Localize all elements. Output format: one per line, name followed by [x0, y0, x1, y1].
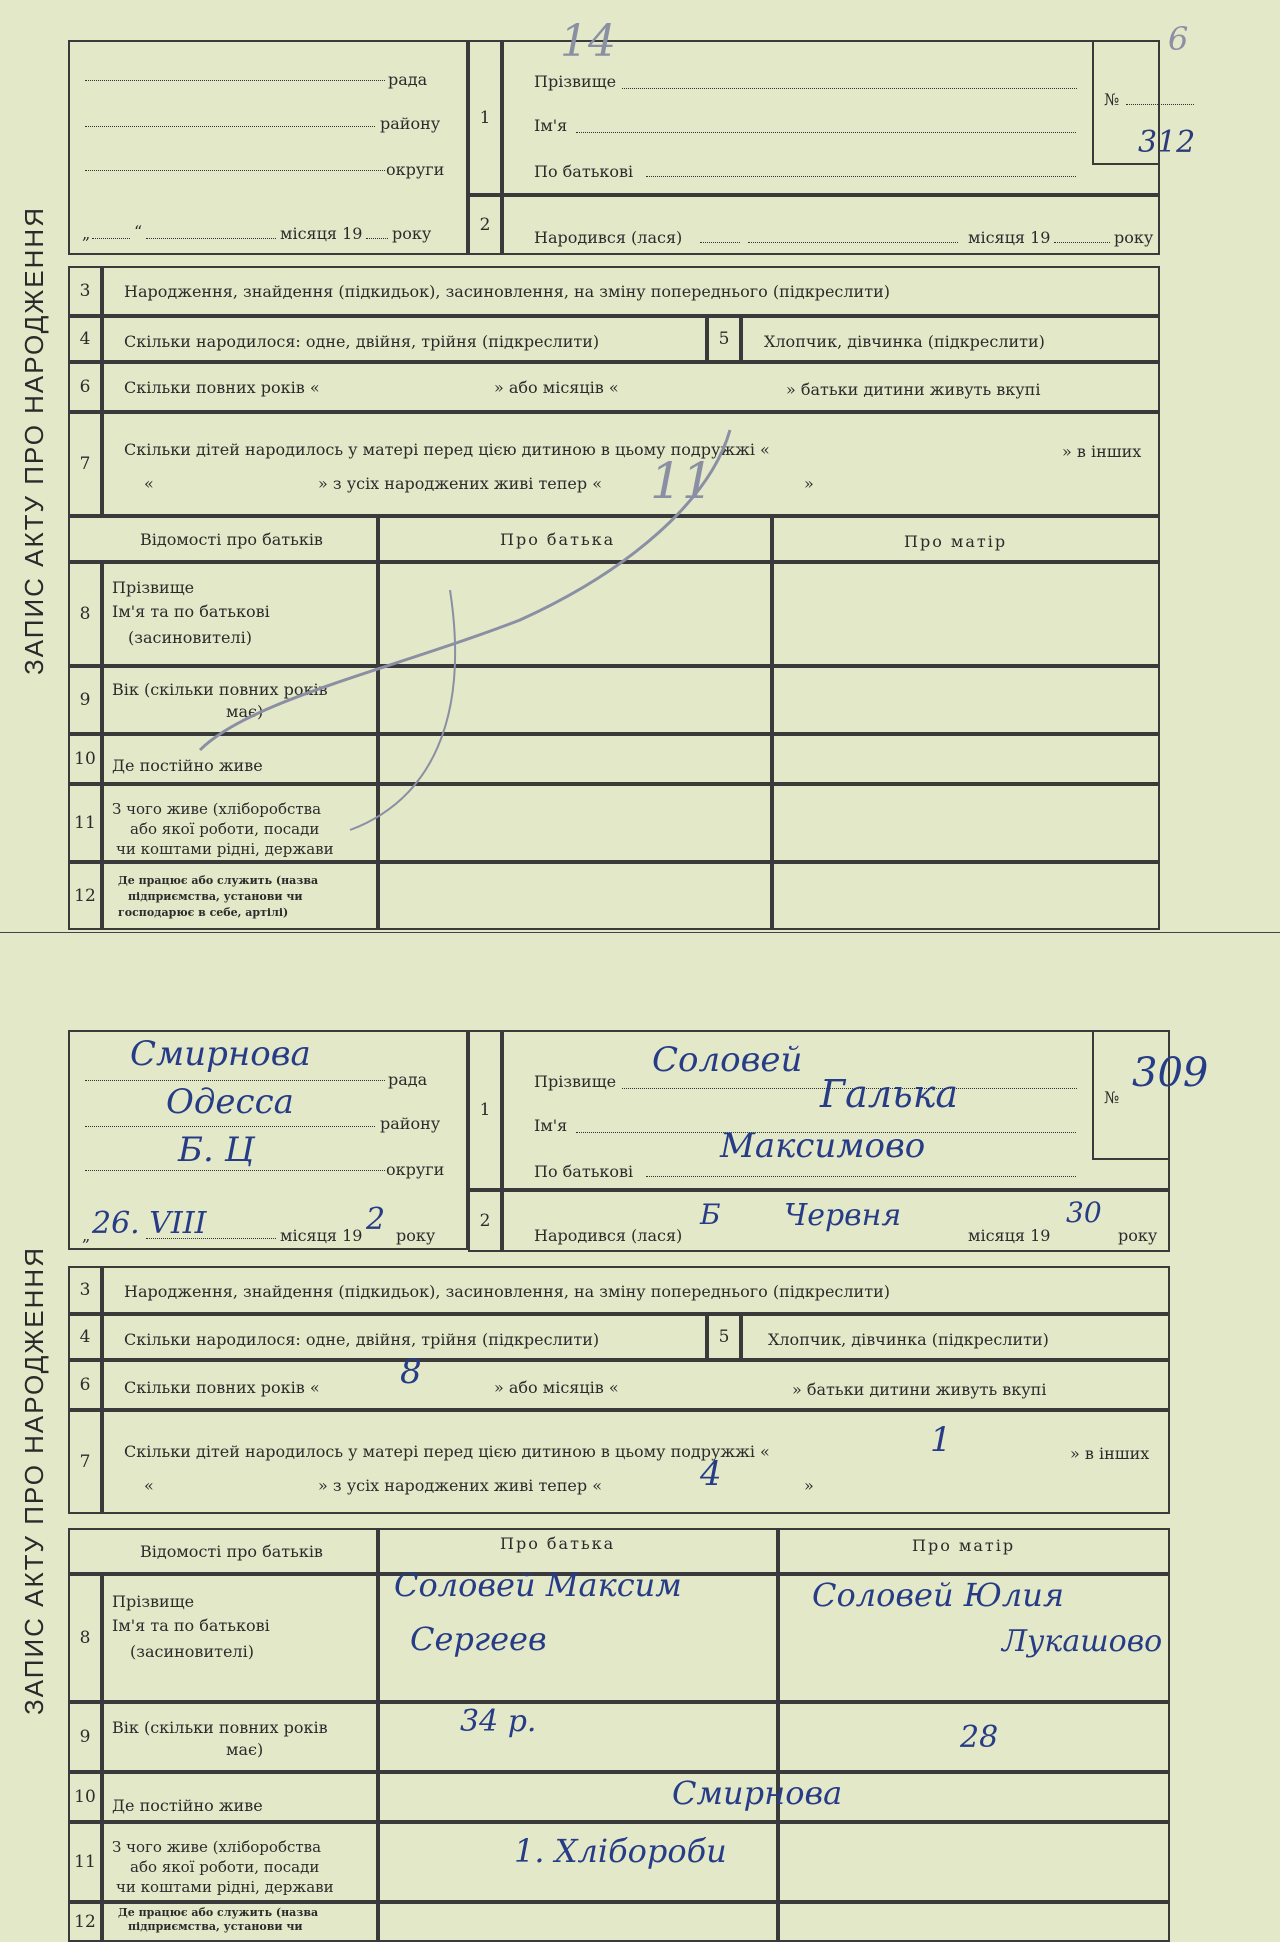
born-label: Народився (лася) — [534, 228, 683, 247]
row-number: 2 — [468, 1190, 502, 1252]
hand-mother-name: Соловей Юлия — [812, 1576, 1065, 1614]
row-number: 12 — [68, 862, 102, 930]
row-number: 4 — [68, 316, 102, 362]
hand-years-together: 8 — [400, 1352, 422, 1392]
name-label: Ім'я — [534, 116, 568, 135]
hand-birth-day: Б — [700, 1198, 721, 1231]
hand-residence: Смирнова — [672, 1774, 843, 1812]
row-number: 4 — [68, 1314, 102, 1360]
row-number: 8 — [68, 562, 102, 666]
hand-father-name: Соловей Максим — [394, 1566, 682, 1604]
hand-okruha: Б. Ц — [178, 1130, 255, 1170]
rada-label: рада — [388, 70, 428, 89]
row-number: 6 — [68, 1360, 102, 1410]
hand-name: Галька — [820, 1072, 959, 1116]
hand-rada: Смирнова — [130, 1034, 311, 1074]
row-number: 7 — [68, 412, 102, 516]
birth-record-form-1: ЗАПИС АКТУ ПРО НАРОДЖЕННЯ рада району округи „ “ місяця 19 року 1 Прізвище Ім'я По батькові № 312 6 14 2 Народився (лася) місяця 19 року 3 Народження, знайдення (підкидьок), засиновлення, на зміну попереднього (підкреслити) 4 Скільки народилося: одне, двійня, трійня (підкреслити) 5 Хлопчик, дівчинка (підкреслити) 6 Скільки повних років « » або місяців « » батьки дитини живуть вкупі 7 Скільки дітей народилось у матері перед цією дитиною в цьому подружжі « » в інших « » з усіх народжених живі тепер « » 11 Відомості про батьків Про батька Про матір 8 Прізвище Ім'я та по батькові (засиновителі) 9 Вік (скільки повних років має) 10 Де постійно живе 11 З чого живе (хліборобства або якої роботи, посади чи коштами рідні, держави 12 Де працює або служить (назва підприємства, установи чи господарює в себе, артілі) — [0, 0, 1280, 935]
birth-count-label: Скільки народилося: одне, двійня, трійня (підкреслити) — [124, 332, 600, 351]
hand-birth-year: 30 — [1066, 1196, 1102, 1229]
row-number: 9 — [68, 666, 102, 734]
mother-header: Про матір — [904, 532, 1008, 551]
row-number: 7 — [68, 1410, 102, 1514]
hand-mother-age: 28 — [960, 1720, 999, 1755]
hand-children-alive: 4 — [700, 1454, 722, 1494]
row-number: 9 — [68, 1702, 102, 1772]
row-number: 5 — [707, 1314, 741, 1360]
row-number: 8 — [68, 1574, 102, 1702]
record-number-value: 312 — [1138, 125, 1196, 160]
number-sign: № — [1104, 90, 1120, 109]
pencil-children-alive: 11 — [650, 452, 714, 510]
hand-record-number: 309 — [1132, 1050, 1209, 1096]
birth-record-form-2: ЗАПИС АКТУ ПРО НАРОДЖЕННЯ рада Смирнова району Одесса округи Б. Ц „ 26. VIII місяця 19 2 року 1 Прізвище Соловей Ім'я Галька По батькові Максимово № 309 2 Народився (лася) Б Червня місяця 19 30 року 3 Народження, знайдення (підкидьок), засиновлення, на зміну попереднього (підкреслити) 4 Скільки народилося: одне, двійня, трійня (підкреслити) 5 Хлопчик, дівчинка (підкреслити) 6 Скільки повних років « 8 » або місяців « » батьки дитини живуть вкупі 7 Скільки дітей народилось у матері перед цією дитиною в цьому подружжі « 1 » в інших « » з усіх народжених живі тепер « 4 » Відомості про батьків Про батька Про матір 8 Прізвище Ім'я та по батькові (засиновителі) Соловей Максим Сергеев Соловей Юлия Лукашово 9 Вік (скільки повних років має) 34 р. 28 10 Де постійно живе Смирнова 11 З чого живе (хліборобства або якої роботи, посади чи коштами рідні, держави 1. Хлібороби 12 Де працює або служить (назва підприємства, установи чи — [0, 1030, 1280, 1924]
row-number: 11 — [68, 784, 102, 862]
hand-children-marriage: 1 — [930, 1420, 952, 1460]
patronymic-label: По батькові — [534, 162, 634, 181]
form-title-vertical: ЗАПИС АКТУ ПРО НАРОДЖЕННЯ — [18, 205, 49, 675]
hand-patronymic: Максимово — [720, 1126, 926, 1166]
hand-mother-patronymic: Лукашово — [1002, 1624, 1163, 1659]
okruha-label: округи — [386, 160, 445, 179]
hand-raion: Одесса — [166, 1082, 294, 1122]
row-number: 1 — [468, 1030, 502, 1190]
raion-label: району — [380, 114, 441, 133]
gender-label: Хлопчик, дівчинка (підкреслити) — [764, 332, 1045, 351]
reg-month-label: місяця 19 — [280, 224, 363, 243]
form-title-vertical: ЗАПИС АКТУ ПРО НАРОДЖЕННЯ — [18, 1245, 49, 1715]
parents-header: Відомості про батьків — [140, 530, 323, 549]
surname-label: Прізвище — [534, 72, 617, 91]
row-number: 3 — [68, 1266, 102, 1314]
row-number: 12 — [68, 1902, 102, 1942]
hand-occupation: 1. Хлібороби — [514, 1832, 727, 1870]
pencil-cancel-stroke — [190, 420, 750, 840]
row-number: 11 — [68, 1822, 102, 1902]
pencil-number-mark: 6 — [1168, 20, 1189, 58]
birth-type-label: Народження, знайдення (підкидьок), засиновлення, на зміну попереднього (підкреслити) — [124, 282, 890, 301]
page-divider — [0, 932, 1280, 933]
hand-surname: Соловей — [652, 1040, 803, 1080]
father-header: Про батька — [500, 530, 616, 549]
row-number: 6 — [68, 362, 102, 412]
hand-father-age: 34 р. — [460, 1704, 537, 1739]
row-number: 1 — [468, 40, 502, 195]
row-number: 5 — [707, 316, 741, 362]
row-number: 2 — [468, 195, 502, 255]
hand-father-patronymic: Сергеев — [410, 1620, 547, 1658]
row-number: 3 — [68, 266, 102, 316]
page-mark: 14 — [560, 16, 616, 67]
hand-reg-year: 2 — [366, 1202, 386, 1237]
row-number: 10 — [68, 734, 102, 784]
hand-reg-date: 26. VIII — [92, 1206, 207, 1241]
hand-birth-month: Червня — [784, 1198, 902, 1233]
row-number: 10 — [68, 1772, 102, 1822]
